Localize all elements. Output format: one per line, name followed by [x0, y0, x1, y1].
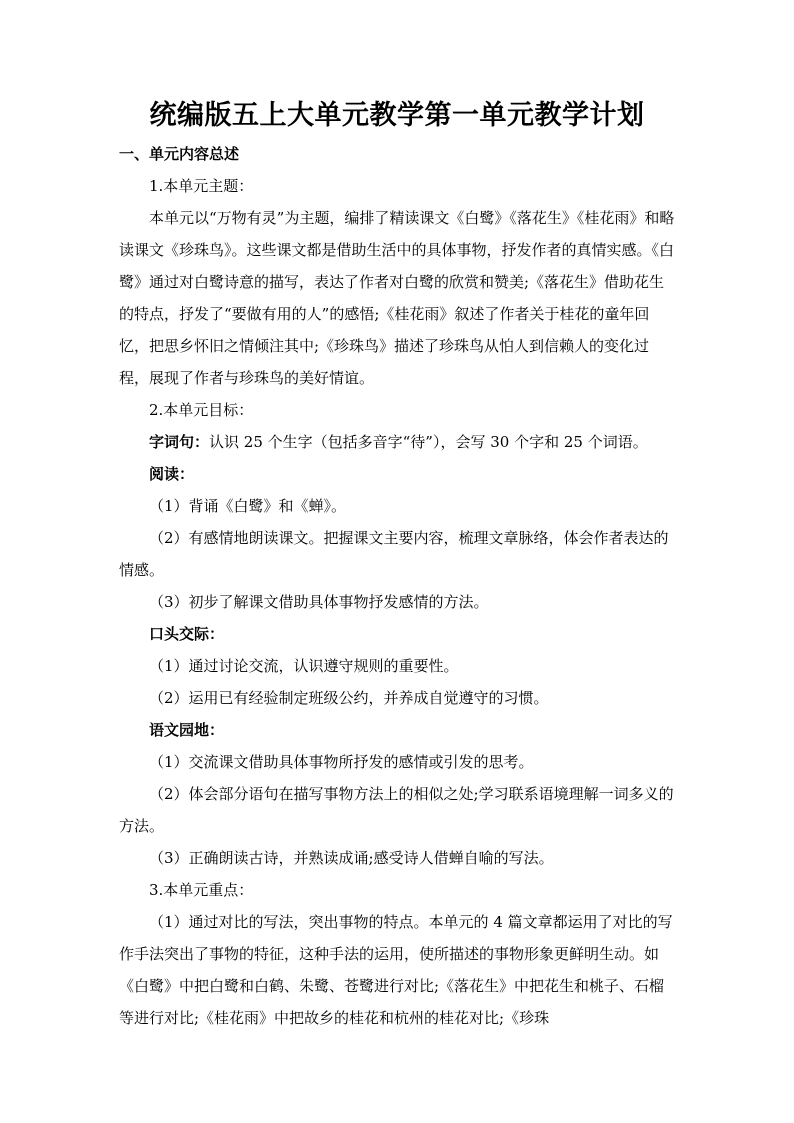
oral-item-1: （1）通过讨论交流，认识遵守规则的重要性。	[149, 657, 459, 675]
goal-vocab	[119, 426, 679, 458]
goal-oral-label: 口头交际：	[149, 625, 225, 643]
paragraph-unit-focus: （1）通过对比的写法，突出事物的特点。本单元的 4 篇文章都运用了对比的写作手法突出了事物的特征，这种手法的运用，使所描述的事物形象更鲜明生动。如《白鹭》中把白鹭和白鹤、朱鹭、苍鹭进行对比;《落花生》中把花生和桃子、石榴等进行对比;《桂花雨》中把故乡的桂花和杭州的桂花对比;《珍珠	[119, 913, 673, 1027]
subheading-unit-focus: 3.本单元重点：	[149, 881, 254, 899]
goal-reading-label: 阅读：	[149, 465, 195, 483]
oral-item-2: （2）运用已有经验制定班级公约，并养成自觉遵守的习惯。	[149, 689, 549, 707]
garden-item-2: （2）体会部分语句在描写事物方法上的相似之处;学习联系语境理解一词多义的方法。	[119, 785, 674, 835]
document-body	[119, 138, 679, 1034]
garden-item-3: （3）正确朗读古诗，并熟读成诵;感受诗人借蝉自喻的写法。	[149, 849, 554, 867]
reading-item-3: （3）初步了解课文借助具体事物抒发感情的方法。	[149, 593, 489, 611]
document-title: 统编版五上大单元教学第一单元教学计划	[149, 100, 645, 131]
paragraph-unit-theme: 本单元以“万物有灵”为主题，编排了精读课文《白鹭》《落花生》《桂花雨》和略读课文《珍珠鸟》。这些课文都是借助生活中的具体事物，抒发作者的真情实感。《白鹭》通过对白鹭诗意的描写，表达了作者对白鹭的欣赏和赞美;《落花生》借助花生的特点，抒发了“要做有用的人”的感悟;《桂花雨》叙述了作者关于桂花的童年回忆，把思乡怀旧之情倾注其中;《珍珠鸟》描述了珍珠鸟从怕人到信赖人的变化过程，展现了作者与珍珠鸟的美好情谊。	[119, 209, 675, 387]
subheading-unit-theme: 1.本单元主题：	[149, 177, 254, 195]
goal-garden-label: 语文园地：	[149, 721, 225, 739]
section-heading-unit-overview: 一、单元内容总述	[119, 145, 240, 163]
goal-vocab-label: 字词句：	[149, 433, 210, 451]
subheading-unit-goals: 2.本单元目标：	[149, 401, 254, 419]
reading-item-2: （2）有感情地朗读课文。把握课文主要内容，梳理文章脉络，体会作者表达的情感。	[119, 529, 669, 579]
goal-vocab-text: 认识 25 个生字（包括多音字“待”），会写 30 个字和 25 个词语。	[209, 433, 648, 451]
garden-item-1: （1）交流课文借助具体事物所抒发的感情或引发的思考。	[149, 753, 534, 771]
reading-item-1: （1）背诵《白鹭》和《蝉》。	[149, 497, 347, 515]
